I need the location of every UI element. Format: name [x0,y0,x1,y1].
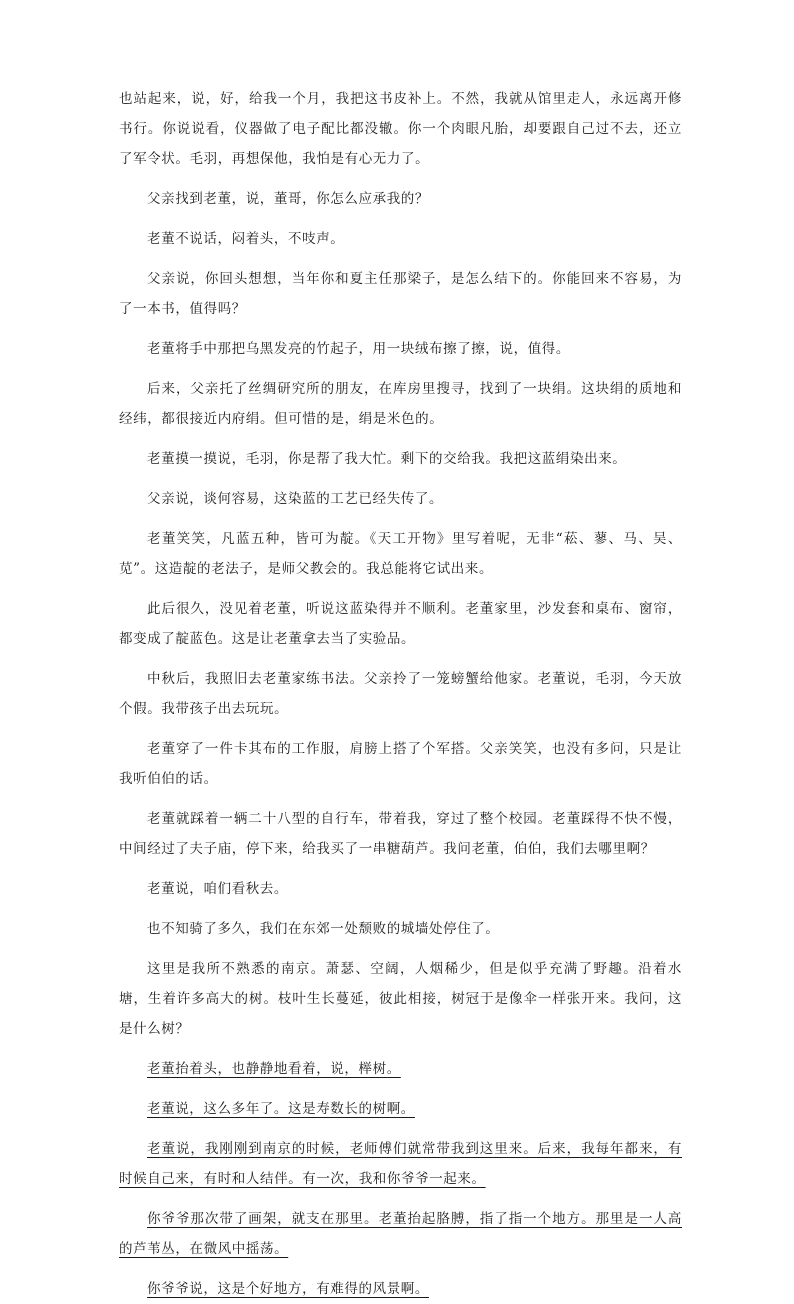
paragraph-13: 老董就踩着一辆二十八型的自行车，带着我，穿过了整个校园。老董踩得不快不慢，中间经过了夫子庙，停下来，给我买了一串糖葫芦。我问老董，伯伯，我们去哪里啊？ [119,811,682,857]
paragraph-7: 老董摸一摸说，毛羽，你是帮了我大忙。剩下的交给我。我把这蓝绢染出来。 [147,451,627,467]
paragraph-11: 中秋后，我照旧去老董家练书法。父亲拎了一笼螃蟹给他家。老董说，毛羽，今天放个假。我带孩子出去玩玩。 [119,671,682,717]
paragraph-6: 后来，父亲托了丝绸研究所的朋友，在库房里搜寻，找到了一块绢。这块绢的质地和经纬，都很接近内府绢。但可惜的是，绢是米色的。 [119,381,682,427]
paragraph-17-underlined: 老董抬着头，也静静地看着，说，榉树。 [147,1061,401,1077]
paragraph-15: 也不知骑了多久，我们在东郊一处颓败的城墙处停住了。 [147,921,500,937]
paragraph-20-underlined: 你爷爷那次带了画架，就支在那里。老董抬起胳膊，指了指一个地方。那里是一人高的芦苇丛，在微风中摇荡。 [119,1211,682,1257]
paragraph-12: 老董穿了一件卡其布的工作服，肩膀上搭了个军搭。父亲笑笑，也没有多问，只是让我听伯伯的话。 [119,741,682,787]
paragraph-1: 也站起来，说，好，给我一个月，我把这书皮补上。不然，我就从馆里走人，永远离开修书行。你说说看，仪器做了电子配比都没辙。你一个肉眼凡胎，却要跟自己过不去，还立了军令状。毛羽，再想保他，我怕是有心无力了。 [119,91,682,167]
paragraph-18-underlined: 老董说，这么多年了。这是寿数长的树啊。 [147,1101,415,1117]
paragraph-10: 此后很久，没见着老董，听说这蓝染得并不顺利。老董家里，沙发套和桌布、窗帘，都变成了靛蓝色。这是让老董拿去当了实验品。 [119,601,682,647]
paragraph-21-underlined: 你爷爷说，这是个好地方，有难得的风景啊。 [147,1281,429,1297]
paragraph-4: 父亲说，你回头想想，当年你和夏主任那梁子，是怎么结下的。你能回来不容易，为了一本书，值得吗？ [119,271,682,317]
paragraph-5: 老董将手中那把乌黑发亮的竹起子，用一块绒布擦了擦，说，值得。 [147,341,570,357]
paragraph-14: 老董说，咱们看秋去。 [147,881,288,897]
paragraph-16: 这里是我所不熟悉的南京。萧瑟、空阔，人烟稀少，但是似乎充满了野趣。沿着水塘，生着许多高大的树。枝叶生长蔓延，彼此相接，树冠于是像伞一样张开来。我问，这是什么树？ [119,961,682,1037]
paragraph-9: 老董笑笑，凡蓝五种，皆可为靛。《天工开物》里写着呢，无非“菘、蓼、马、吴、苋”。这造靛的老法子，是师父教会的。我总能将它试出来。 [119,531,682,577]
paragraph-3: 老董不说话，闷着头，不吱声。 [147,231,345,247]
document-body [119,84,682,1304]
paragraph-2: 父亲找到老董，说，董哥，你怎么应承我的？ [147,191,429,207]
paragraph-19-underlined: 老董说，我刚刚到南京的时候，老师傅们就常带我到这里来。后来，我每年都来，有时候自己来，有时和人结伴。有一次，我和你爷爷一起来。 [119,1141,682,1187]
paragraph-8: 父亲说，谈何容易，这染蓝的工艺已经失传了。 [147,491,444,507]
